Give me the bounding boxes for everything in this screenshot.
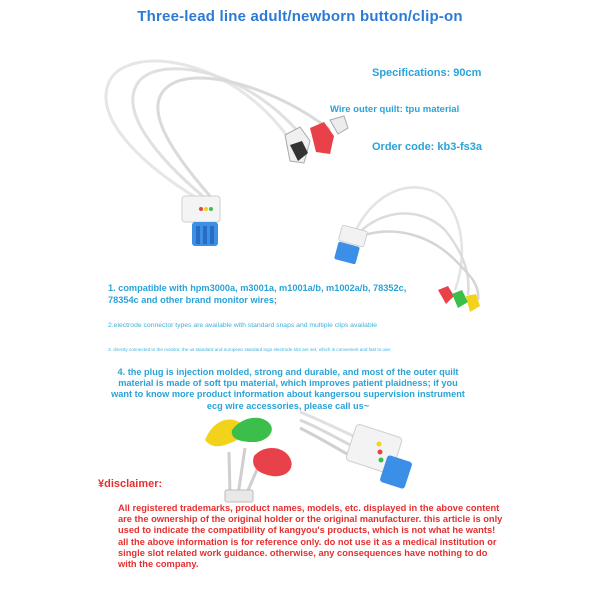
disclaimer-title: ¥disclaimer: <box>98 478 163 490</box>
feature-item-4: 4. the plug is injection molded, strong and durable, and most of the outer quilt material is made of soft tpu material, which improves patient plaidness; if you want to know more product information about kangersou supervision instrument ecg wire accessories, please call us~ <box>111 367 465 411</box>
cable-image-large <box>106 61 348 246</box>
clips-closeup-image <box>205 412 413 502</box>
feature-item-2: 2.electrode connector types are available with standard snaps and multiple clips available <box>108 322 378 329</box>
disclaimer-text: All registered trademarks, product names, models, etc. displayed in the above content are the ownership of the original holder or the original manufacturer. this article is only used to indicate the compatibility of kangyou's products, which is not what he wants! all the above information is for reference only. do not use it as a medical institution or single slot related work guidance. otherwise, any consequences have nothing to do with the company. <box>118 503 503 570</box>
wire-material-text: Wire outer quilt: tpu material <box>330 104 460 115</box>
specification-text: Specifications: 90cm <box>372 67 482 79</box>
order-code-text: Order code: kb3-fs3a <box>372 141 483 153</box>
feature-item-1: 1. compatible with hpm3000a, m3001a, m1001a/b, m1002a/b, 78352c, 78354c and other brand monitor wires; <box>108 283 407 305</box>
page-title: Three-lead line adult/newborn button/clip-on <box>137 8 463 25</box>
feature-item-3: 3. directly connected to the monitor, the us standard and european standard logo electrode slot are set, which is convenient and fast to use; <box>108 347 392 352</box>
